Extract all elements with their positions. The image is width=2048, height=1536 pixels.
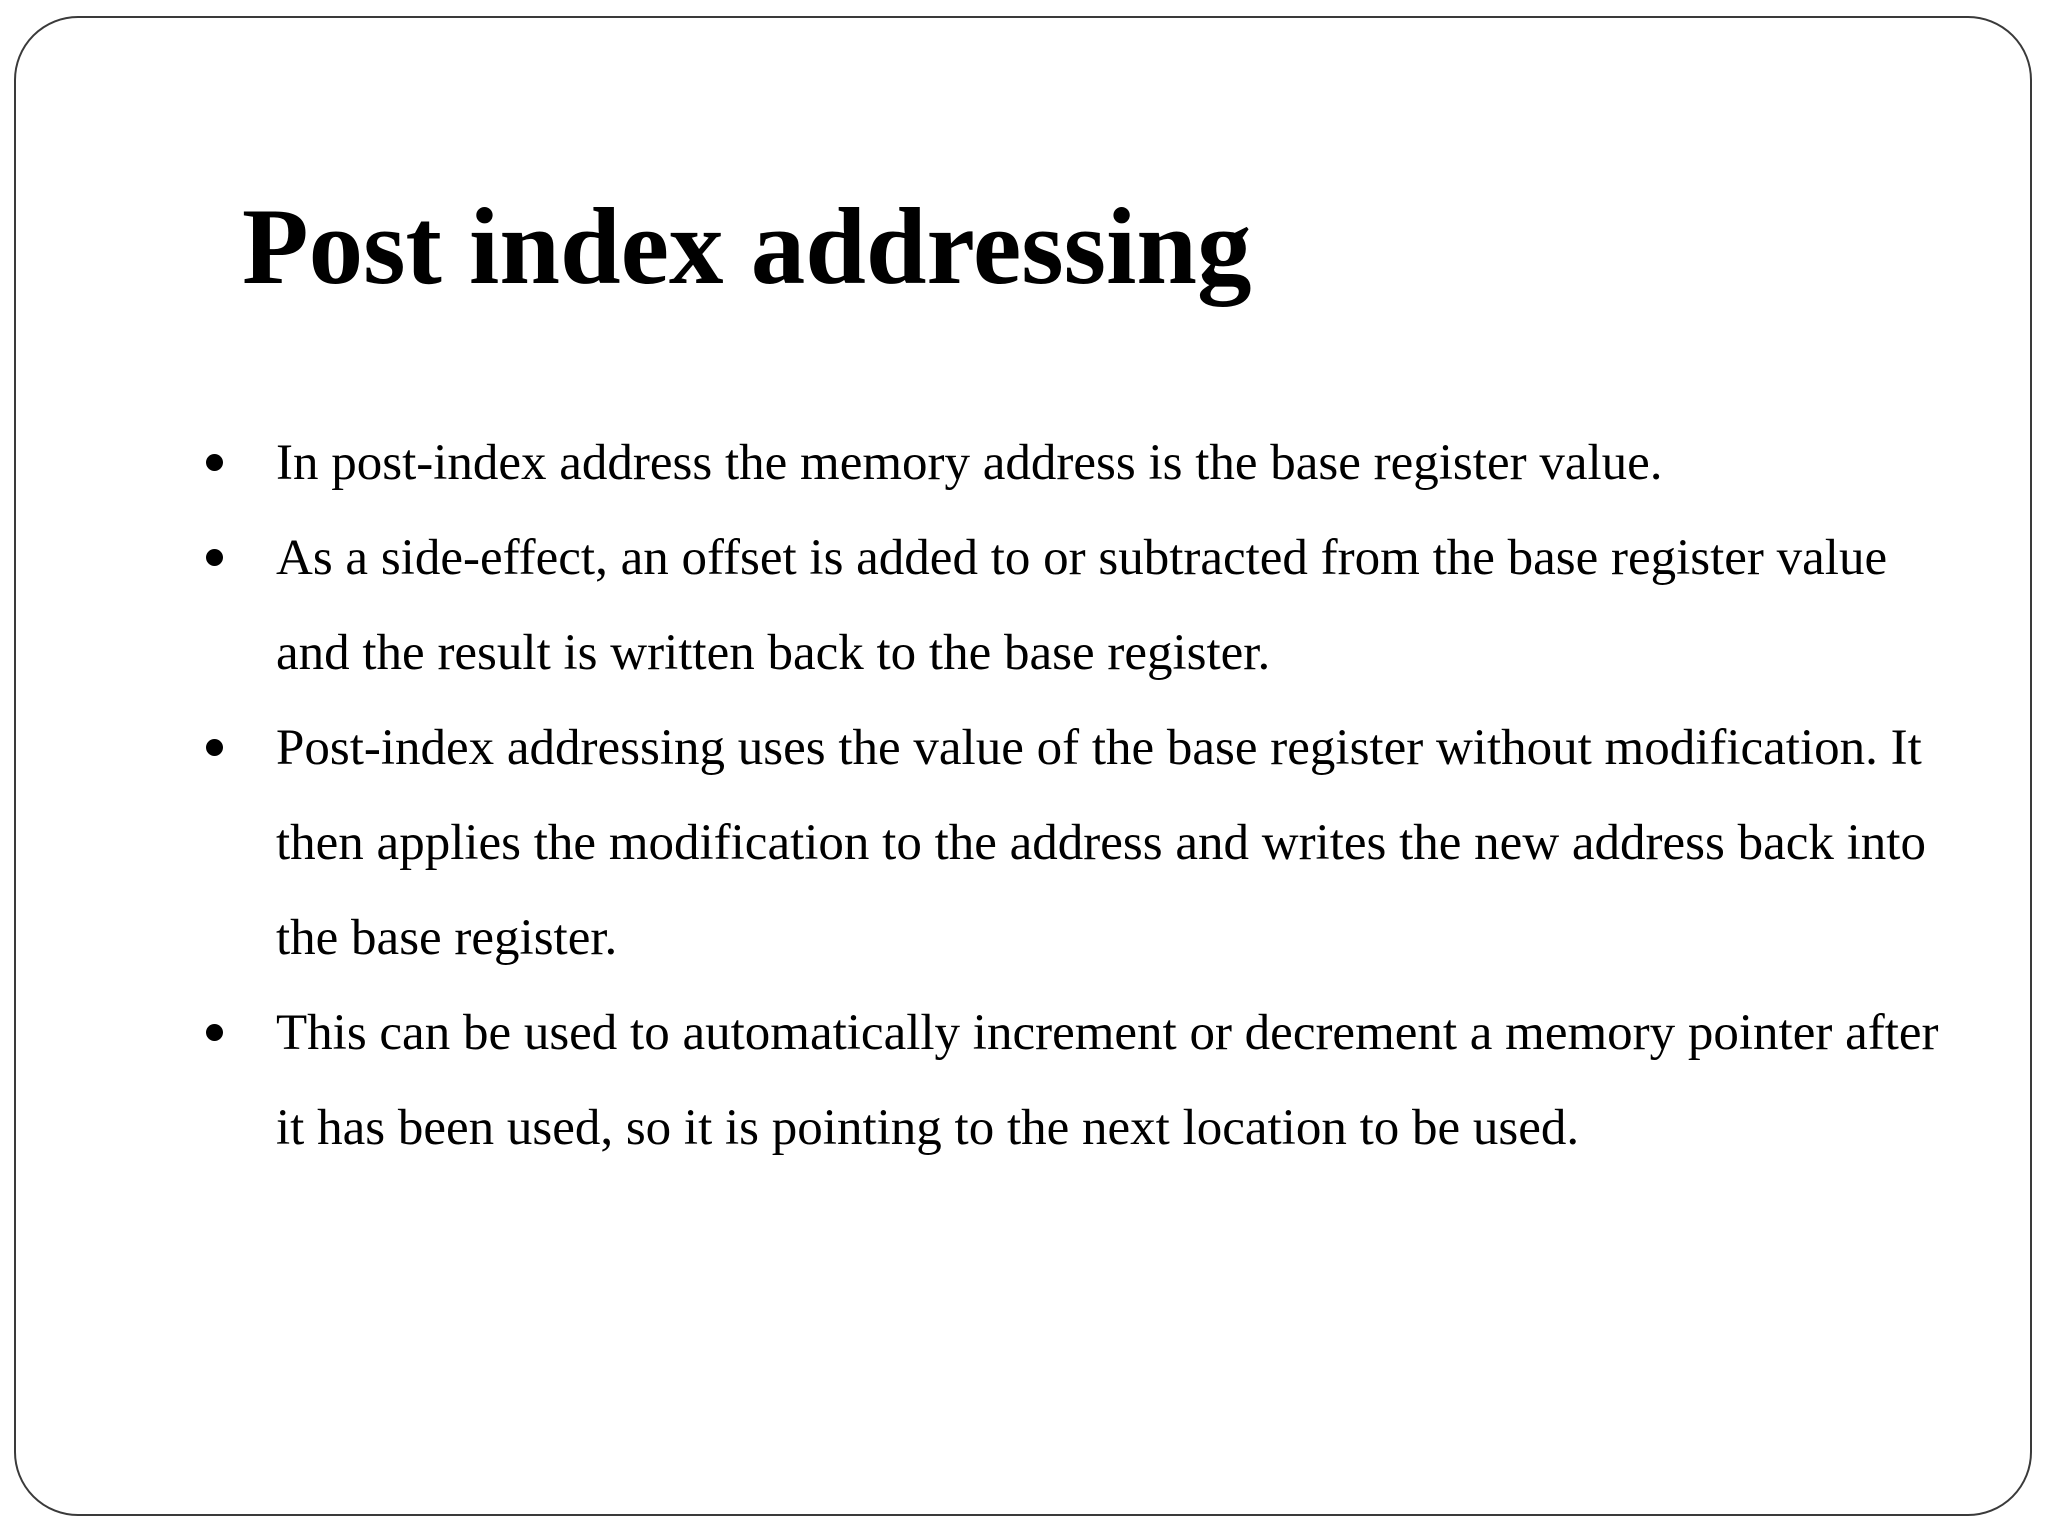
slide-title: Post index addressing bbox=[242, 186, 1252, 307]
bullet-text: In post-index address the memory address is the base register value. bbox=[276, 435, 1663, 491]
bullet-dot-icon bbox=[206, 549, 223, 566]
bullet-text: This can be used to automatically increment or decrement a memory pointer after it has been used, so it is pointing to the next location to be used. bbox=[276, 1005, 1939, 1156]
bullet-item bbox=[206, 416, 1966, 511]
bullet-dot-icon bbox=[206, 454, 223, 471]
bullet-text: Post-index addressing uses the value of the base register without modification. It then applies the modification to the address and writes the new address back into the base register. bbox=[276, 720, 1926, 966]
bullet-item bbox=[206, 701, 1966, 986]
bullet-dot-icon bbox=[206, 1024, 223, 1041]
bullet-item bbox=[206, 986, 1966, 1176]
slide-frame bbox=[14, 16, 2032, 1516]
bullet-dot-icon bbox=[206, 739, 223, 756]
bullet-text: As a side-effect, an offset is added to or subtracted from the base register value and the result is written back to the base register. bbox=[276, 530, 1888, 681]
bullet-item bbox=[206, 511, 1966, 701]
bullet-list bbox=[206, 416, 1966, 1176]
